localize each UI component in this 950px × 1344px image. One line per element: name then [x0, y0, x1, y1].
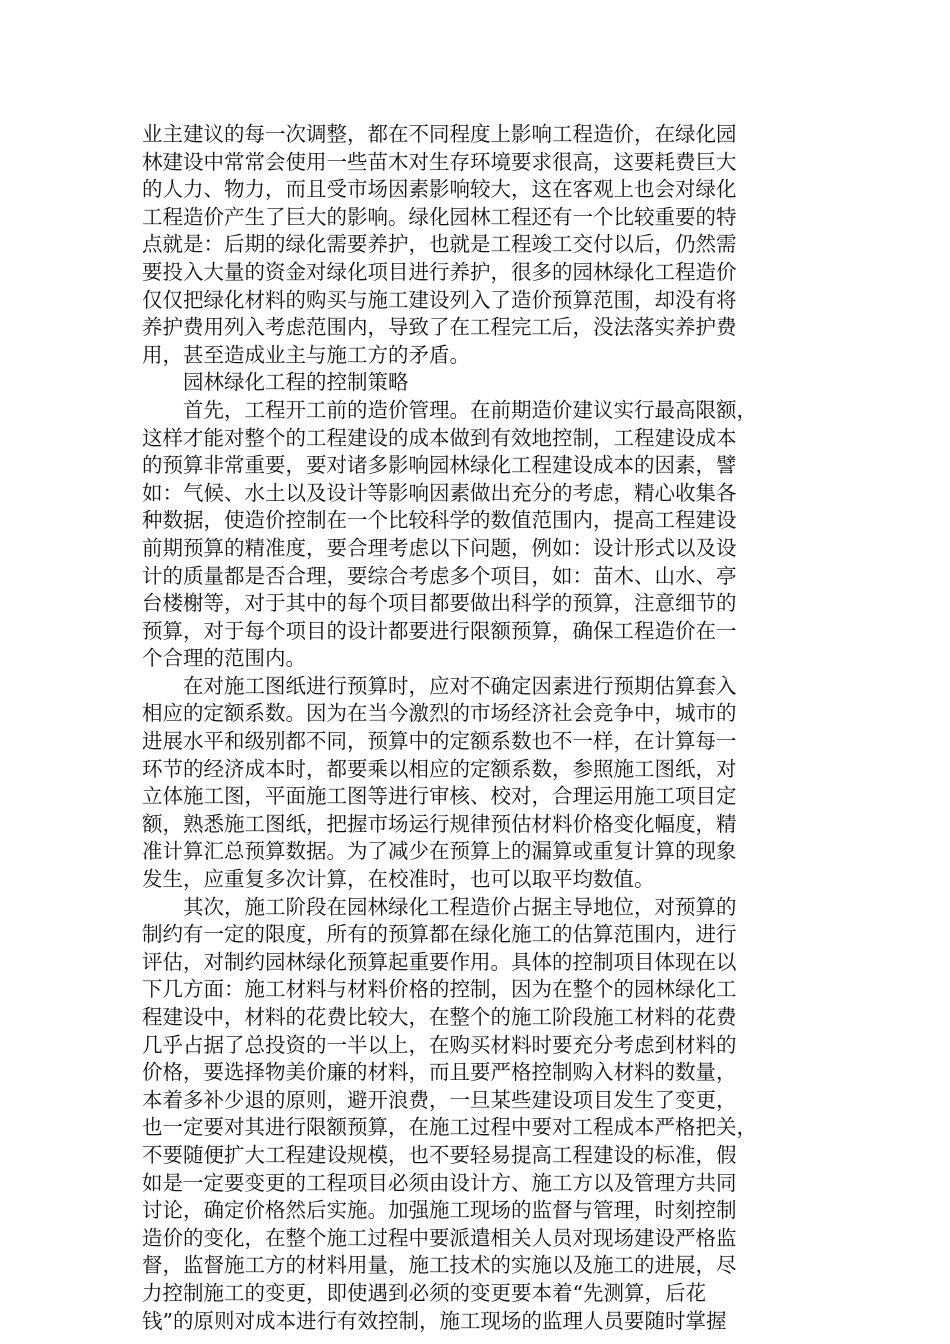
- text-line: 如是一定要变更的工程项目必须由设计方、施工方以及管理方共同: [142, 1170, 737, 1195]
- text-line: 本着多补少退的原则，避开浪费，一旦某些建设项目发生了变更，: [142, 1087, 737, 1112]
- text-line: 用，甚至造成业主与施工方的矛盾。: [142, 342, 470, 367]
- text-line: 业主建议的每一次调整，都在不同程度上影响工程造价，在绿化园: [142, 122, 737, 146]
- text-line: 环节的经济成本时，都要乘以相应的定额系数，参照施工图纸，对: [142, 756, 737, 781]
- text-line: 制约有一定的限度，所有的预算都在绿化施工的估算范围内，进行: [142, 922, 737, 947]
- text-line: 相应的定额系数。因为在当今激烈的市场经济社会竞争中，城市的: [142, 701, 737, 726]
- text-line: 立体施工图，平面施工图等进行审核、校对，合理运用施工项目定: [142, 784, 737, 809]
- text-line: 价格，要选择物美价廉的材料，而且要严格控制购入材料的数量，: [142, 1060, 737, 1085]
- text-line: 这样才能对整个的工程建设的成本做到有效地控制，工程建设成本: [142, 425, 737, 450]
- text-line: 仅仅把绿化材料的购买与施工建设列入了造价预算范围，却没有将: [142, 287, 737, 312]
- text-line: 养护费用列入考虑范围内，导致了在工程完工后，没法落实养护费: [142, 315, 737, 340]
- text-line: 如：气候、水土以及设计等影响因素做出充分的考虑，精心收集各: [142, 480, 737, 505]
- text-line: 个合理的范围内。: [142, 646, 306, 671]
- text-line: 台楼榭等，对于其中的每个项目都要做出科学的预算，注意细节的: [142, 591, 737, 616]
- text-line: 在对施工图纸进行预算时，应对不确定因素进行预期估算套入: [183, 673, 737, 698]
- text-line: 点就是：后期的绿化需要养护，也就是工程竣工交付以后，仍然需: [142, 232, 737, 257]
- text-line: 钱”的原则对成本进行有效控制，施工现场的监理人员要随时掌握: [142, 1308, 727, 1333]
- text-line: 程建设中，材料的花费比较大，在整个的施工阶段施工材料的花费: [142, 1005, 737, 1029]
- body-text: [142, 121, 798, 1335]
- text-line: 下几方面：施工材料与材料价格的控制，因为在整个的园林绿化工: [142, 977, 737, 1002]
- text-line: 其次，施工阶段在园林绿化工程造价占据主导地位，对预算的: [183, 894, 737, 919]
- text-line: 造价的变化，在整个施工过程中要派遣相关人员对现场建设严格监: [142, 1225, 737, 1250]
- text-line: 准计算汇总预算数据。为了减少在预算上的漏算或重复计算的现象: [142, 839, 737, 864]
- text-line: 工程造价产生了巨大的影响。绿化园林工程还有一个比较重要的特: [142, 204, 737, 229]
- text-line: 的人力、物力，而且受市场因素影响较大，这在客观上也会对绿化: [142, 177, 737, 202]
- text-line: 额，熟悉施工图纸，把握市场运行规律预估材料价格变化幅度，精: [142, 811, 737, 836]
- text-line: 评估，对制约园林绿化预算起重要作用。具体的控制项目体现在以: [142, 949, 737, 974]
- text-line: 力控制施工的变更，即使遇到必须的变更要本着“先测算，后花: [142, 1280, 706, 1305]
- text-line: 的预算非常重要，要对诸多影响园林绿化工程建设成本的因素，譬: [142, 453, 737, 478]
- text-line: 几乎占据了总投资的一半以上，在购买材料时要充分考虑到材料的: [142, 1032, 737, 1057]
- text-line: 进展水平和级别都不同，预算中的定额系数也不一样，在计算每一: [142, 729, 737, 754]
- text-line: 首先，工程开工前的造价管理。在前期造价建议实行最高限额，: [183, 397, 757, 422]
- text-line: 不要随便扩大工程建设规模，也不要轻易提高工程建设的标准，假: [142, 1142, 737, 1167]
- text-line: 讨论，确定价格然后实施。加强施工现场的监督与管理，时刻控制: [142, 1198, 737, 1223]
- text-line: 要投入大量的资金对绿化项目进行养护，很多的园林绿化工程造价: [142, 259, 737, 284]
- text-line: 前期预算的精准度，要合理考虑以下问题，例如：设计形式以及设: [142, 535, 737, 560]
- text-line: 林建设中常常会使用一些苗木对生存环境要求很高，这要耗费巨大: [142, 149, 737, 174]
- text-line: 也一定要对其进行限额预算，在施工过程中要对工程成本严格把关，: [142, 1115, 757, 1140]
- text-line: 发生，应重复多次计算，在校准时，也可以取平均数值。: [142, 867, 655, 892]
- text-line: 督，监督施工方的材料用量，施工技术的实施以及施工的进展，尽: [142, 1253, 737, 1278]
- text-line: 计的质量都是否合理，要综合考虑多个项目，如：苗木、山水、亭: [142, 563, 737, 588]
- text-line: 园林绿化工程的控制策略: [183, 370, 409, 395]
- text-line: 预算，对于每个项目的设计都要进行限额预算，确保工程造价在一: [142, 618, 737, 643]
- text-line: 种数据，使造价控制在一个比较科学的数值范围内，提高工程建设: [142, 508, 737, 533]
